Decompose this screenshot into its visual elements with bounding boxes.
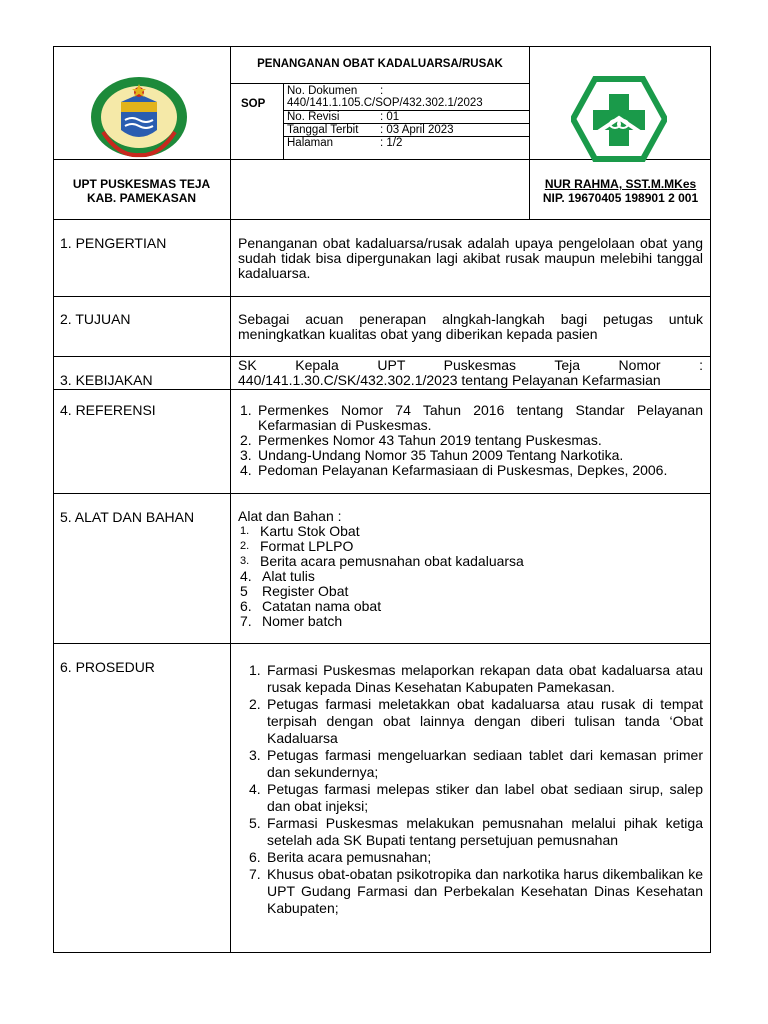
signer-block <box>530 177 711 205</box>
page-label: Halaman <box>287 137 334 149</box>
signer-nip: NIP. 19670405 198901 2 001 <box>542 191 699 205</box>
list-item: 2. Permenkes Nomor 43 Tahun 2019 tentang Puskesmas. <box>240 432 602 448</box>
organization-line-2: KAB. PAMEKASAN <box>86 191 197 205</box>
section-label-kebijakan: 3. KEBIJAKAN <box>60 372 153 388</box>
list-item: 2. Format LPLPO <box>240 538 354 554</box>
doc-number-value: 440/141.1.105.C/SOP/432.302.1/2023 <box>287 97 483 109</box>
list-item: 1. Kartu Stok Obat <box>240 523 360 539</box>
list-item: 6. Berita acara pemusnahan; <box>249 849 432 865</box>
list-item: 5. Farmasi Puskesmas melakukan pemusnahan melalui pihak ketiga setelah ada SK Bupati tentang persetujuan pemusnahan <box>249 815 703 848</box>
section-label-alat-bahan: 5. ALAT DAN BAHAN <box>60 509 195 525</box>
row-divider <box>53 219 711 220</box>
section-label-tujuan: 2. TUJUAN <box>60 311 131 327</box>
organization-line-1: UPT PUSKESMAS TEJA <box>72 177 211 191</box>
section-text-pengertian: Penanganan obat kadaluarsa/rusak adalah upaya pengelolaan obat yang sudah tidak bisa dipergunakan lagi akibat rusak maupun melebihi tanggal kadaluarsa. <box>238 235 703 281</box>
list-item: 5 Register Obat <box>240 583 349 599</box>
section-text-kebijakan-line1: SK Kepala UPT Puskesmas Teja Nomor : <box>238 357 703 373</box>
section-divider <box>53 296 711 297</box>
list-item: 1. Permenkes Nomor 74 Tahun 2016 tentang Standar Pelayanan Kefarmasian di Puskesmas. <box>240 402 703 433</box>
sop-label: SOP <box>241 98 266 110</box>
section-divider <box>53 389 711 390</box>
section-text-kebijakan-line2: 440/141.1.30.C/SK/432.302.1/2023 tentang Pelayanan Kefarmasian <box>238 372 661 388</box>
section-label-pengertian: 1. PENGERTIAN <box>60 235 167 251</box>
list-item: 7. Nomer batch <box>240 613 343 629</box>
sop-document <box>53 46 711 953</box>
section-label-prosedur: 6. PROSEDUR <box>60 659 155 675</box>
section-text-tujuan: Sebagai acuan penerapan alngkah-langkah bagi petugas untuk meningkatkan kualitas obat yang diberikan kepada pasien <box>238 311 703 342</box>
doc-number-separator: : <box>380 85 384 97</box>
list-item: 4. Alat tulis <box>240 568 315 584</box>
revision-label: No. Revisi <box>287 111 340 123</box>
issue-date-label: Tanggal Terbit <box>287 124 359 136</box>
section-divider <box>53 493 711 494</box>
list-item: 3. Berita acara pemusnahan obat kadaluarsa <box>240 553 524 569</box>
list-item: 2. Petugas farmasi meletakkan obat kadaluarsa atau rusak di tempat terpisah dengan obat lainnya dengan diberi tulisan tanda ‘Obat Kadaluarsa <box>249 696 703 746</box>
list-item: 4. Petugas farmasi melepas stiker dan label obat sediaan sirup, salep dan obat injeksi; <box>249 781 703 814</box>
procedure-list <box>249 662 703 917</box>
list-item: 3. Petugas farmasi mengeluarkan sediaan tablet dari kemasan primer dan sekundernya; <box>249 747 703 780</box>
issue-date-value: : 03 April 2023 <box>380 124 454 136</box>
title-divider <box>230 83 530 84</box>
regency-emblem-logo <box>89 72 189 162</box>
page-value: : 1/2 <box>380 137 403 149</box>
organization-name <box>53 177 230 205</box>
list-item: 7. Khusus obat-obatan psikotropika dan narkotika harus dikembalikan ke UPT Gudang Farmasi dan Perbekalan Kesehatan Dinas Kesehatan Kabupaten; <box>249 866 703 916</box>
reference-list <box>240 403 703 478</box>
doc-number-label: No. Dokumen <box>287 85 358 97</box>
signer-name: NUR RAHMA, SST.M.MKes <box>544 177 697 191</box>
document-title: PENANGAN​AN OBAT KADALUARSA/RUSAK <box>257 58 503 70</box>
section-divider <box>53 643 711 644</box>
section-label-referensi: 4. REFERENSI <box>60 402 156 418</box>
alat-intro: Alat dan Bahan : <box>238 508 342 524</box>
list-item: 1. Farmasi Puskesmas melaporkan rekapan data obat kadaluarsa atau rusak kepada Dinas Kesehatan Kabupaten Pamekasan. <box>249 662 703 695</box>
list-item: 4. Pedoman Pelayanan Kefarmasiaan di Puskesmas, Depkes, 2006. <box>240 462 668 478</box>
list-item: 6. Catatan nama obat <box>240 598 382 614</box>
alat-list <box>240 524 700 629</box>
list-item: 3. Undang-Undang Nomor 35 Tahun 2009 Tentang Narkotika. <box>240 447 624 463</box>
revision-value: : 01 <box>380 111 400 123</box>
sop-divider <box>283 83 284 160</box>
puskesmas-logo <box>571 76 667 162</box>
column-divider <box>230 46 231 953</box>
